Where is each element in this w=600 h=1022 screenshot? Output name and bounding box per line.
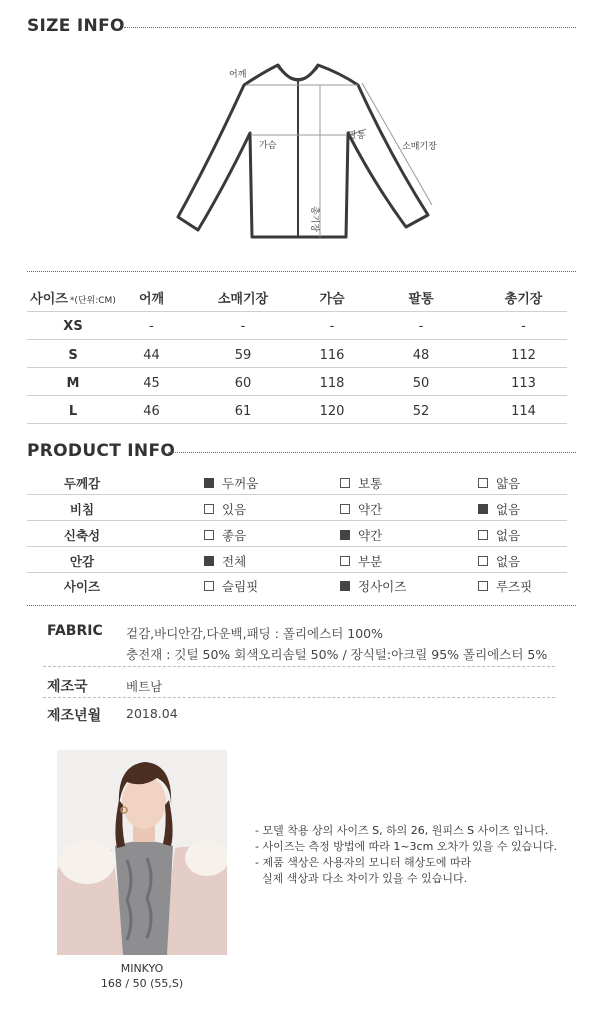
- checkbox-icon: [478, 556, 488, 566]
- table-row: [27, 312, 567, 340]
- model-stats: 168 / 50 (55,S): [100, 977, 184, 990]
- size-info-title: SIZE INFO: [27, 16, 125, 36]
- origin-value: 베트남: [126, 679, 163, 694]
- size-cell: M: [66, 375, 80, 391]
- table-divider: [27, 423, 567, 424]
- product-info-row: [27, 521, 567, 547]
- diagram-label-sleeve: 소매기장: [402, 142, 437, 152]
- column-header: 팔통: [408, 291, 434, 307]
- origin-divider: [43, 697, 555, 698]
- value-cell: 59: [234, 347, 252, 363]
- diagram-label-shoulder: 어깨: [229, 70, 247, 80]
- option: 없음: [478, 552, 520, 570]
- option: 전체: [204, 552, 246, 570]
- title-divider: [124, 27, 576, 28]
- size-cell: L: [68, 403, 78, 419]
- table-divider: [27, 395, 567, 396]
- checkbox-checked-icon: [204, 478, 214, 488]
- option: 있음: [204, 500, 246, 518]
- table-row: [27, 341, 567, 369]
- checkbox-checked-icon: [340, 530, 350, 540]
- value-cell: 46: [143, 403, 160, 419]
- value-cell: 112: [511, 347, 536, 363]
- diagram-label-length: 총기장: [309, 206, 319, 233]
- sweater: [115, 841, 173, 955]
- note-line: - 사이즈는 측정 방법에 따라 1~3cm 오차가 있을 수 있습니다.: [255, 840, 558, 853]
- section-divider: [27, 271, 576, 272]
- size-table-header: [27, 283, 567, 311]
- option: 두꺼움: [204, 474, 258, 492]
- checkbox-checked-icon: [340, 581, 350, 591]
- value-cell: 113: [511, 375, 536, 391]
- value-cell: 61: [234, 403, 252, 419]
- value-cell: 50: [412, 375, 430, 391]
- table-divider: [27, 339, 567, 340]
- row-label: 안감: [69, 554, 95, 569]
- value-cell: -: [418, 318, 424, 334]
- option: 얇음: [478, 474, 520, 492]
- model-photo: [57, 750, 227, 955]
- value-cell: 120: [319, 403, 345, 419]
- value-cell: 52: [412, 403, 430, 419]
- fur-trim-right: [185, 840, 227, 876]
- size-header-cell: 사이즈 *(단위:CM): [30, 291, 116, 307]
- table-row: [27, 397, 567, 425]
- value-cell: 114: [511, 403, 536, 419]
- value-cell: 44: [143, 347, 160, 363]
- option: 슬림핏: [204, 577, 258, 595]
- option: 부분: [340, 552, 382, 570]
- row-label: 사이즈: [63, 579, 101, 594]
- made-date-value: 2018.04: [126, 706, 178, 721]
- notes: [255, 823, 557, 887]
- note-line: - 제품 색상은 사용자의 모니터 해상도에 따라: [255, 856, 472, 869]
- value-cell: 45: [143, 375, 160, 391]
- row-label: 두께감: [63, 476, 101, 491]
- option: 루즈핏: [478, 577, 532, 595]
- column-header: 어깨: [138, 291, 165, 307]
- product-info-row: [27, 469, 567, 495]
- note-line: 실제 색상과 다소 차이가 있을 수 있습니다.: [255, 872, 468, 885]
- checkbox-checked-icon: [478, 504, 488, 514]
- option: 없음: [478, 500, 520, 518]
- fabric-divider: [43, 666, 555, 667]
- option: 정사이즈: [340, 577, 406, 595]
- checkbox-icon: [340, 556, 350, 566]
- column-header: 소매기장: [217, 291, 269, 307]
- jacket-outline: [178, 65, 428, 237]
- jacket-neckline: [278, 67, 318, 79]
- value-cell: -: [329, 318, 335, 334]
- value-cell: -: [149, 318, 154, 334]
- fabric-label: FABRIC: [47, 623, 103, 639]
- title-divider: [168, 452, 576, 453]
- origin-label: 제조국: [47, 679, 88, 695]
- note-line: - 모델 착용 상의 사이즈 S, 하의 26, 원피스 S 사이즈 입니다.: [255, 824, 549, 837]
- checkbox-icon: [478, 581, 488, 591]
- value-cell: 60: [234, 375, 252, 391]
- checkbox-icon: [478, 478, 488, 488]
- column-header: 가슴: [319, 291, 345, 307]
- value-cell: 116: [319, 347, 345, 363]
- diagram-label-arm: 팔통: [348, 131, 366, 141]
- unit-note: *(단위:CM): [69, 295, 116, 306]
- checkbox-icon: [204, 581, 214, 591]
- option: 약간: [340, 500, 382, 518]
- row-label: 신축성: [63, 528, 101, 543]
- column-header: 총기장: [504, 291, 543, 307]
- value-cell: -: [521, 318, 526, 334]
- value-cell: -: [240, 318, 246, 334]
- value-cell: 118: [319, 375, 345, 391]
- model-name: MINKYO: [120, 962, 164, 975]
- product-info-row: [27, 495, 567, 521]
- table-divider: [27, 367, 567, 368]
- table-row: [27, 369, 567, 397]
- checkbox-icon: [204, 530, 214, 540]
- size-cell: XS: [63, 318, 83, 334]
- option: 없음: [478, 526, 520, 544]
- checkbox-icon: [340, 478, 350, 488]
- diagram-label-chest: 가슴: [259, 141, 277, 151]
- fabric-line-1: 겉감,바디안감,다운백,패딩 : 폴리에스터 100%: [126, 626, 383, 641]
- fabric-line-2: 충전재 : 깃털 50% 회색오리솜털 50% / 장식털:아크릴 95% 폴리에스터 5%: [126, 647, 548, 662]
- product-info-row: [27, 547, 567, 573]
- option: 보통: [340, 474, 382, 492]
- checkbox-icon: [478, 530, 488, 540]
- fur-trim-left: [59, 840, 115, 884]
- jacket-diagram: [170, 55, 440, 255]
- made-date-label: 제조년월: [47, 708, 102, 724]
- product-info-title: PRODUCT INFO: [27, 441, 176, 461]
- checkbox-checked-icon: [204, 556, 214, 566]
- value-cell: 48: [412, 347, 430, 363]
- product-info-row: [27, 572, 567, 598]
- checkbox-icon: [204, 504, 214, 514]
- option: 약간: [340, 526, 382, 544]
- section-divider: [27, 605, 576, 606]
- option: 좋음: [204, 526, 246, 544]
- row-label: 비침: [69, 502, 95, 517]
- size-cell: S: [68, 347, 78, 363]
- checkbox-icon: [340, 504, 350, 514]
